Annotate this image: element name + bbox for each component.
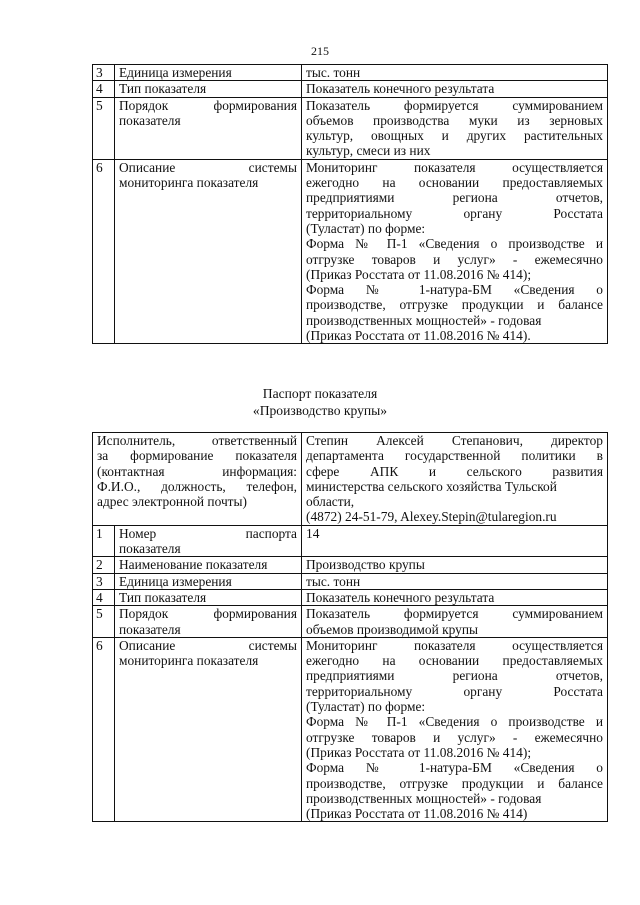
row-label: Единица измерения: [115, 573, 302, 589]
row-label: Единица измерения: [115, 65, 302, 81]
row-value: Показатель формируется суммированием объемов производимой крупы: [302, 606, 608, 638]
table-row: [93, 606, 608, 638]
row-number: 3: [93, 573, 115, 589]
row-value: Мониторинг показателя осуществляется ежегодно на основании предоставляемых предприятиями региона отчетов, территориальному органу Росстата (Тулаcтат) по форме: Форма № П-1 «Сведения о производстве и отгрузке товаров и услуг» - ежемесячно (Приказ Росстата от 11.08.2016 № 414); Форма № 1-натура-БМ «Сведения о производстве, отгрузке продукции и балансе производственных мощностей» - годовая (Приказ Росстата от 11.08.2016 № 414): [302, 637, 608, 822]
row-number: 4: [93, 589, 115, 605]
row-value: Производство крупы: [302, 557, 608, 573]
row-label: Порядок формирования показателя: [115, 97, 302, 159]
row-value: Показатель конечного результата: [302, 81, 608, 97]
row-number: 6: [93, 637, 115, 822]
row-label: Номер паспорта показателя: [115, 525, 302, 557]
row-label: Наименование показателя: [115, 557, 302, 573]
table-row: [93, 433, 608, 526]
executor-label: Исполнитель, ответственный за формирование показателя (контактная информация: Ф.И.О., должность, телефон, адрес электронной почты): [93, 433, 302, 526]
row-label: Описание системы мониторинга показателя: [115, 637, 302, 822]
row-number: 2: [93, 557, 115, 573]
table-row: [93, 97, 608, 159]
row-value: Мониторинг показателя осуществляется ежегодно на основании предоставляемых предприятиями региона отчетов, территориальному органу Росстата (Тулаcтат) по форме: Форма № П-1 «Сведения о производстве и отгрузке товаров и услуг» - ежемесячно (Приказ Росстата от 11.08.2016 № 414); Форма № 1-натура-БМ «Сведения о производстве, отгрузке продукции и балансе производственных мощностей» - годовая (Приказ Росстата от 11.08.2016 № 414).: [302, 159, 608, 344]
table-row: [93, 65, 608, 81]
row-label: Тип показателя: [115, 589, 302, 605]
row-label: Тип показателя: [115, 81, 302, 97]
table-row: [93, 573, 608, 589]
table-row: [93, 525, 608, 557]
indicator-table-continued: [92, 64, 608, 344]
row-label: Порядок формирования показателя: [115, 606, 302, 638]
table-row: [93, 159, 608, 344]
table-row: [93, 557, 608, 573]
row-value: Показатель формируется суммированием объемов производства муки из зерновых культур, овощных и других растительных культур, смеси из них: [302, 97, 608, 159]
table-row: [93, 81, 608, 97]
row-number: 1: [93, 525, 115, 557]
row-number: 6: [93, 159, 115, 344]
passport-subtitle: «Производство крупы»: [252, 403, 388, 418]
row-value: Показатель конечного результата: [302, 589, 608, 605]
row-number: 3: [93, 65, 115, 81]
table-row: [93, 637, 608, 822]
row-number: 5: [93, 97, 115, 159]
passport-title: Паспорт показателя: [262, 386, 378, 401]
row-value: 14: [302, 525, 608, 557]
row-number: 5: [93, 606, 115, 638]
executor-value: Степин Алексей Степанович, директор департамента государственной политики в сфере АПК и сельского развития министерства сельского хозяйства Тульской области, (4872) 24-51-79, Alexey.Stepin@tularegion.ru: [302, 433, 608, 526]
row-value: тыс. тонн: [302, 573, 608, 589]
row-value: тыс. тонн: [302, 65, 608, 81]
passport-table: [92, 432, 608, 822]
page-number: 215: [311, 44, 329, 58]
row-label: Описание системы мониторинга показателя: [115, 159, 302, 344]
table-row: [93, 589, 608, 605]
row-number: 4: [93, 81, 115, 97]
